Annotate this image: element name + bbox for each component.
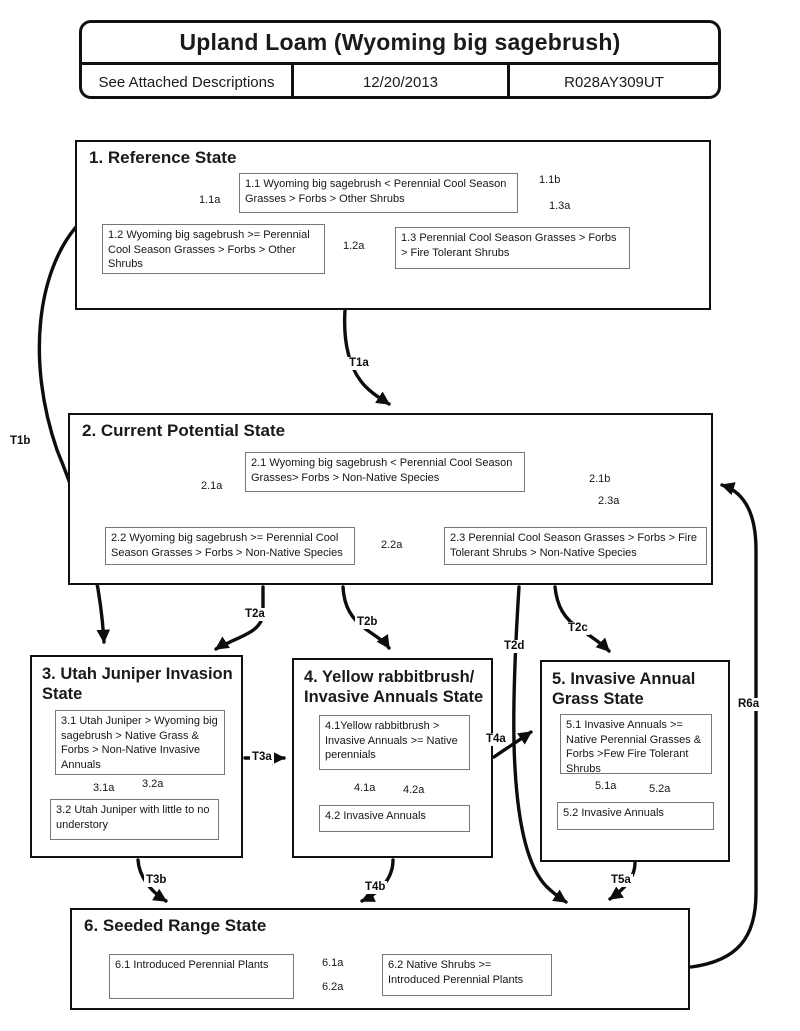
state-1-reference bbox=[75, 140, 711, 310]
community-1-3: 1.3 Perennial Cool Season Grasses > Forbs > Fire Tolerant Shrubs bbox=[395, 227, 630, 269]
state-5-title: 5. Invasive Annual Grass State bbox=[552, 670, 696, 709]
pathway-1-3a-label: 1.3a bbox=[549, 200, 571, 212]
community-2-3: 2.3 Perennial Cool Season Grasses > Forbs > Fire Tolerant Shrubs > Non-Native Species bbox=[444, 527, 707, 565]
transition-t1b-label: T1b bbox=[10, 435, 31, 447]
pathway-1-1a-label: 1.1a bbox=[199, 194, 221, 206]
date-field: 12/20/2013 bbox=[291, 65, 507, 99]
title-block-cells bbox=[82, 65, 718, 99]
transition-t4b-label: T4b bbox=[365, 881, 386, 893]
community-1-1: 1.1 Wyoming big sagebrush < Perennial Cool Season Grasses > Forbs > Other Shrubs bbox=[239, 173, 518, 213]
community-4-2: 4.2 Invasive Annuals bbox=[319, 805, 470, 832]
pathway-6-2a-label: 6.2a bbox=[322, 981, 344, 993]
state-2-title: 2. Current Potential State bbox=[82, 421, 286, 440]
pathway-2-1a-label: 2.1a bbox=[201, 480, 223, 492]
pathway-3-1a-label: 3.1a bbox=[93, 782, 115, 794]
description-note: See Attached Descriptions bbox=[98, 73, 275, 91]
pathway-1-1b-label: 1.1b bbox=[539, 174, 561, 186]
transition-t2c-label: T2c bbox=[568, 622, 588, 634]
community-6-2: 6.2 Native Shrubs >= Introduced Perennial Plants bbox=[382, 954, 552, 996]
pathway-2-3a-label: 2.3a bbox=[598, 495, 620, 507]
pathway-1-2a-label: 1.2a bbox=[343, 240, 365, 252]
community-2-2: 2.2 Wyoming big sagebrush >= Perennial Cool Season Grasses > Forbs > Non-Native Species bbox=[105, 527, 355, 565]
state-6-seeded-range bbox=[70, 908, 690, 1010]
page-title: Upland Loam (Wyoming big sagebrush) bbox=[82, 23, 718, 65]
pathway-2-2a-label: 2.2a bbox=[381, 539, 403, 551]
community-1-2: 1.2 Wyoming big sagebrush >= Perennial Cool Season Grasses > Forbs > Other Shrubs bbox=[102, 224, 325, 274]
pathway-2-1b-label: 2.1b bbox=[589, 473, 611, 485]
transition-t3b-label: T3b bbox=[146, 874, 167, 886]
pathway-5-1a-label: 5.1a bbox=[595, 780, 617, 792]
transition-t2d-label: T2d bbox=[504, 640, 525, 652]
transition-t2c-arrow bbox=[555, 587, 609, 651]
community-5-1: 5.1 Invasive Annuals >= Native Perennial Grasses & Forbs >Few Fire Tolerant Shrubs bbox=[560, 714, 712, 774]
state-1-title: 1. Reference State bbox=[89, 148, 237, 167]
pathway-5-2a-label: 5.2a bbox=[649, 783, 671, 795]
state-3-title: 3. Utah Juniper Invasion State bbox=[42, 665, 233, 704]
transition-t1a-label: T1a bbox=[349, 357, 369, 369]
community-5-2: 5.2 Invasive Annuals bbox=[557, 802, 714, 830]
community-3-2: 3.2 Utah Juniper with little to no understory bbox=[50, 799, 219, 840]
community-4-1: 4.1Yellow rabbitbrush > Invasive Annuals >= Native perennials bbox=[319, 715, 470, 770]
pathway-4-1a-label: 4.1a bbox=[354, 782, 376, 794]
transition-t2b-label: T2b bbox=[357, 616, 378, 628]
transition-t2a-label: T2a bbox=[245, 608, 265, 620]
pathway-3-2a-label: 3.2a bbox=[142, 778, 164, 790]
transition-t5a-label: T5a bbox=[611, 874, 631, 886]
site-code: R028AY309UT bbox=[507, 65, 718, 99]
state-4-title: 4. Yellow rabbitbrush/ Invasive Annuals State bbox=[304, 668, 484, 707]
state-5-invasive-annual-grass bbox=[540, 660, 730, 862]
pathway-4-2a-label: 4.2a bbox=[403, 784, 425, 796]
state-4-yellow-rabbitbrush-invasive-annuals bbox=[292, 658, 493, 858]
pathway-6-1a-label: 6.1a bbox=[322, 957, 344, 969]
title-block bbox=[79, 20, 721, 99]
transition-t3a-label: T3a bbox=[252, 751, 272, 763]
transition-r6a-label: R6a bbox=[738, 698, 760, 710]
community-6-1: 6.1 Introduced Perennial Plants bbox=[109, 954, 294, 999]
state-6-title: 6. Seeded Range State bbox=[84, 916, 267, 935]
community-3-1: 3.1 Utah Juniper > Wyoming big sagebrush > Native Grass & Forbs > Non-Native Invasive Annuals bbox=[55, 710, 225, 775]
community-2-1: 2.1 Wyoming big sagebrush < Perennial Cool Season Grasses> Forbs > Non-Native Species bbox=[245, 452, 525, 492]
transition-t4a-label: T4a bbox=[486, 733, 506, 745]
state-3-utah-juniper-invasion bbox=[30, 655, 243, 858]
